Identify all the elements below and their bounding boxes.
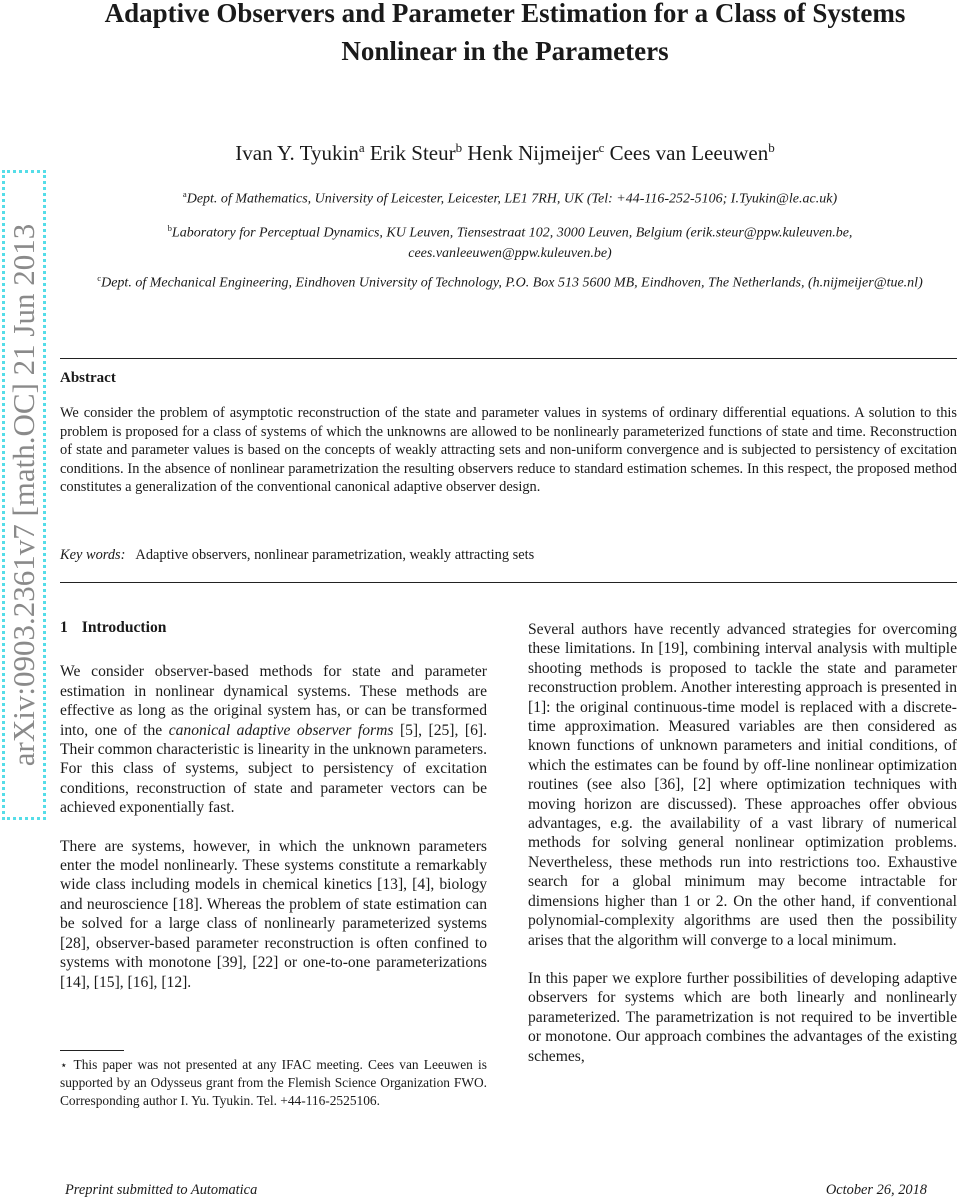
author-affil-mark: b bbox=[455, 140, 463, 155]
arxiv-stamp-text: arXiv:0903.2361v7 [math.OC] 21 Jun 2013 bbox=[6, 223, 41, 767]
author-name: Henk Nijmeijer bbox=[467, 141, 599, 165]
emphasis-text: canonical adaptive observer forms bbox=[168, 721, 394, 739]
keywords-label: Key words: bbox=[60, 547, 126, 563]
author-name: Ivan Y. Tyukin bbox=[235, 141, 359, 165]
section-heading bbox=[60, 618, 487, 637]
keywords bbox=[60, 547, 957, 564]
paragraph-text: We consider observer-based methods for state and parameter estimation in nonlinear dynamical systems. These methods are effective as long as the original system has, or can be transformed into, one of the bbox=[60, 663, 487, 739]
affiliation-a bbox=[70, 184, 950, 210]
footnote-text: This paper was not presented at any IFAC meeting. Cees van Leeuwen is supported by an Odysseus grant from the Flemish Science Organization FWO. Corresponding author I. Yu. Tyukin. Tel. +44-116-2525106. bbox=[60, 1057, 487, 1108]
section-title: Introduction bbox=[81, 619, 167, 636]
footnote-rule bbox=[60, 1050, 124, 1051]
footer-preprint-note: Preprint submitted to Automatica bbox=[65, 1182, 258, 1198]
paragraph-text: [5], [25], [6]. Their common characteristic is linearity in the unknown parameters. For this class of systems, subject to persistency of excitation conditions, reconstruction of state and parameter vectors can be achieved exponentially fast. bbox=[60, 721, 487, 817]
footer-date: October 26, 2018 bbox=[825, 1182, 927, 1198]
author-name: Cees van Leeuwen bbox=[609, 141, 769, 165]
affiliation-text: Dept. of Mechanical Engineering, Eindhoven University of Technology, P.O. Box 513 5600 MB, Eindhoven, The Netherlands, (h.nijmeijer@tue.nl) bbox=[101, 275, 923, 291]
section-number: 1 bbox=[60, 619, 68, 636]
abstract-text: We consider the problem of asymptotic reconstruction of the state and parameter values in systems of ordinary differential equations. A solution to this problem is proposed for a class of systems of which the unknowns are allowed to be nonlinearly parameterized functions of state and time. Reconstruction of state and parameter values is based on the concepts of weakly attracting sets and non-uniform convergence and is subjected to persistency of excitation conditions. In the absence of nonlinear parametrization the resulting observers reduce to standard estimation schemes. In this respect, the proposed method constitutes a generalization of the conventional canonical adaptive observer design. bbox=[60, 405, 957, 496]
author-affil-mark: a bbox=[358, 140, 365, 155]
affiliation-text: Laboratory for Perceptual Dynamics, KU Leuven, Tiensestraat 102, 3000 Leuven, Belgium (erik.steur@ppw.kuleuven.be, cees.vanleeuwen@ppw.kuleuven.be) bbox=[171, 225, 853, 261]
affiliation-b bbox=[70, 218, 950, 264]
author-affil-mark: c bbox=[598, 140, 605, 155]
footnote-mark: ⋆ bbox=[60, 1058, 68, 1072]
abstract-bottom-rule bbox=[60, 582, 957, 583]
intro-paragraph-4: In this paper we explore further possibilities of developing adaptive observers for systems which are both linearly and nonlinearly parameterized. The parametrization is not required to be invertible or monotone. Our approach combines the advantages of the existing schemes, bbox=[528, 969, 957, 1065]
abstract-heading: Abstract bbox=[60, 370, 116, 386]
intro-paragraph-2: There are systems, however, in which the unknown parameters enter the model nonlinearly. These systems constitute a remarkably wide class including models in chemical kinetics [13], [4], biology and neuroscience [18]. Whereas the problem of state estimation can be solved for a large class of nonlinearly parameterized systems [28], observer-based parameter reconstruction is often confined to systems with monotone [39], [22] or one-to-one parameterizations [14], [15], [16], [12]. bbox=[60, 837, 487, 991]
affiliation-mark: c bbox=[97, 273, 102, 283]
arxiv-stamp bbox=[2, 170, 46, 820]
paper-title: Adaptive Observers and Parameter Estimation for a Class of Systems Nonlinear in the Parameters bbox=[104, 0, 906, 66]
affiliation-c bbox=[70, 268, 950, 294]
affiliation-mark: b bbox=[167, 223, 172, 233]
affiliation-mark: a bbox=[182, 189, 187, 199]
footnote bbox=[60, 1056, 487, 1109]
affiliation-text: Dept. of Mathematics, University of Leicester, Leicester, LE1 7RH, UK (Tel: +44-116-252-5106; I.Tyukin@le.ac.uk) bbox=[186, 191, 838, 207]
right-column bbox=[528, 620, 957, 1085]
intro-paragraph-1 bbox=[60, 662, 487, 817]
author-list bbox=[60, 134, 950, 167]
abstract-top-rule bbox=[60, 358, 957, 359]
keywords-text: Adaptive observers, nonlinear parametrization, weakly attracting sets bbox=[135, 547, 535, 563]
left-column bbox=[60, 618, 487, 1011]
author-affil-mark: b bbox=[768, 140, 775, 155]
author-name: Erik Steur bbox=[369, 141, 456, 165]
intro-paragraph-3: Several authors have recently advanced strategies for overcoming these limitations. In [19], combining interval analysis with multiple shooting methods is proposed to tackle the state and parameter reconstruction problem. Another interesting approach is presented in [1]: the original continuous-time model is replaced with a discrete-time approximation. Measured variables are then considered as known functions of unknown parameters and initial conditions, of which the estimates can be found by off-line nonlinear optimization routines (see also [36], [2] where optimization techniques with moving horizon are discussed). These approaches offer obvious advantages, e.g. the availability of a vast library of numerical methods for solving general nonlinear optimization problems. Nevertheless, these methods run into restrictions too. Exhaustive search for a global minimum may become intractable for dimensions higher than 1 or 2. On the other hand, if conventional polynomial-complexity algorithms are used then the possibility arises that the algorithm will converge to a local minimum. bbox=[528, 621, 957, 949]
